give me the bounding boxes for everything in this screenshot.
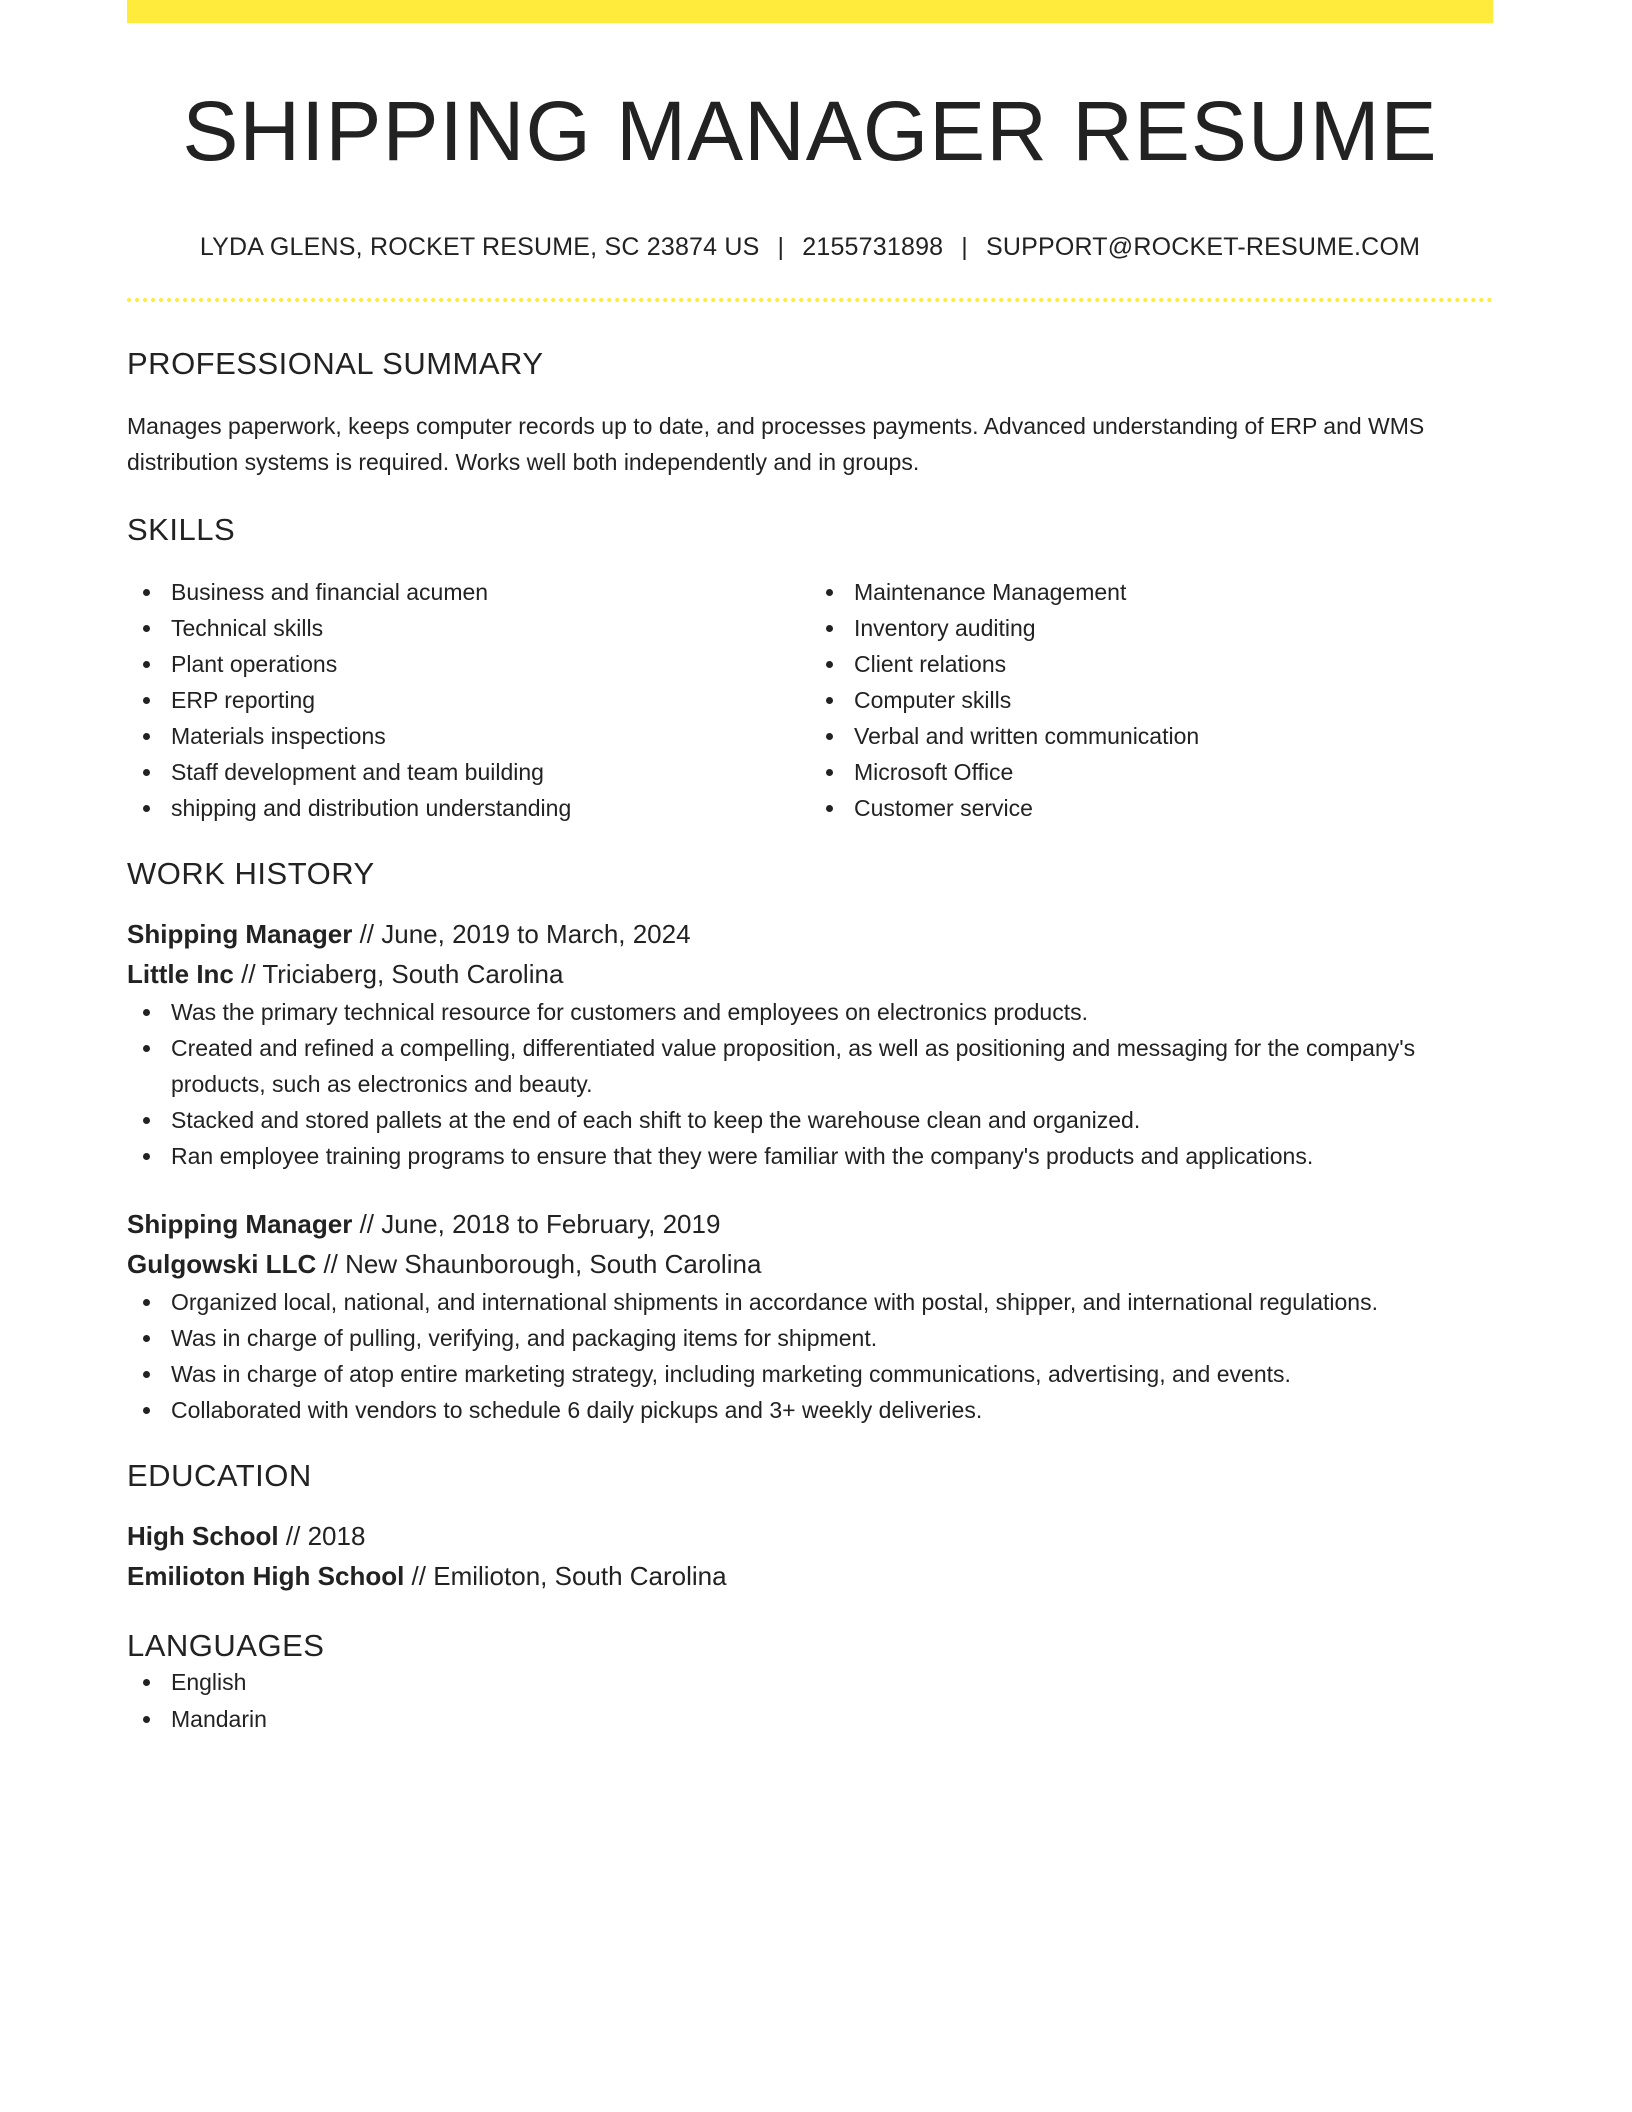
job-duty: Organized local, national, and international shipments in accordance with postal, shipper, and international regulations. xyxy=(127,1284,1493,1320)
job-company-line xyxy=(127,1244,1493,1284)
job-company-line xyxy=(127,954,1493,994)
contact-line xyxy=(127,233,1493,262)
skill-item: Staff development and team building xyxy=(127,754,810,790)
languages-heading: LANGUAGES xyxy=(127,1628,325,1664)
education-school-line xyxy=(127,1556,1493,1596)
education-section xyxy=(127,1458,1493,1596)
skill-item: Technical skills xyxy=(127,610,810,646)
contact-address: LYDA GLENS, ROCKET RESUME, SC 23874 US xyxy=(199,233,760,262)
skill-item: Inventory auditing xyxy=(810,610,1493,646)
job-duty: Was in charge of atop entire marketing strategy, including marketing communications, advertising, and events. xyxy=(127,1356,1493,1392)
skill-item: Maintenance Management xyxy=(810,574,1493,610)
skill-item: shipping and distribution understanding xyxy=(127,790,810,826)
job-location: // New Shaunborough, South Carolina xyxy=(316,1249,762,1280)
job-duties-list xyxy=(127,1284,1493,1428)
work-history-heading: WORK HISTORY xyxy=(127,856,375,892)
job-dates: // June, 2019 to March, 2024 xyxy=(352,919,691,950)
skill-item: Materials inspections xyxy=(127,718,810,754)
job-title: Shipping Manager xyxy=(127,919,353,950)
skill-item: Computer skills xyxy=(810,682,1493,718)
job-entry xyxy=(127,914,1493,1174)
job-location: // Triciaberg, South Carolina xyxy=(233,959,564,990)
skills-heading: SKILLS xyxy=(127,512,236,548)
skill-item: Plant operations xyxy=(127,646,810,682)
skills-list-left xyxy=(127,574,810,826)
skills-list-right xyxy=(810,574,1493,826)
job-company: Little Inc xyxy=(127,959,234,990)
education-heading: EDUCATION xyxy=(127,1458,312,1494)
dotted-divider xyxy=(127,298,1493,302)
language-item: English xyxy=(127,1664,1493,1701)
skill-item: Customer service xyxy=(810,790,1493,826)
contact-separator: | xyxy=(777,233,785,262)
contact-email[interactable]: SUPPORT@ROCKET-RESUME.COM xyxy=(985,233,1421,262)
summary-text: Manages paperwork, keeps computer records up to date, and processes payments. Advanced understanding of ERP and WMS distribution systems is required. Works well both independently and in groups. xyxy=(127,413,1425,476)
resume-page xyxy=(127,0,1493,1738)
job-duty: Created and refined a compelling, differentiated value proposition, as well as positioning and messaging for the company's products, such as electronics and beauty. xyxy=(127,1030,1493,1102)
job-duty: Ran employee training programs to ensure that they were familiar with the company's products and applications. xyxy=(127,1138,1493,1174)
job-duty: Was the primary technical resource for customers and employees on electronics products. xyxy=(127,994,1493,1030)
work-history-section xyxy=(127,856,1493,1428)
education-year: // 2018 xyxy=(278,1521,366,1552)
education-location: // Emilioton, South Carolina xyxy=(404,1561,727,1592)
job-company: Gulgowski LLC xyxy=(127,1249,317,1280)
summary-section xyxy=(127,346,1493,480)
summary-heading: PROFESSIONAL SUMMARY xyxy=(127,346,544,382)
skill-item: Microsoft Office xyxy=(810,754,1493,790)
job-dates: // June, 2018 to February, 2019 xyxy=(352,1209,721,1240)
accent-top-bar xyxy=(127,0,1493,23)
job-duty: Stacked and stored pallets at the end of each shift to keep the warehouse clean and organized. xyxy=(127,1102,1493,1138)
skills-columns xyxy=(127,574,1493,826)
resume-title: SHIPPING MANAGER RESUME xyxy=(182,84,1438,178)
skill-item: Client relations xyxy=(810,646,1493,682)
job-title-line xyxy=(127,914,1493,954)
education-degree: High School xyxy=(127,1521,279,1552)
languages-section xyxy=(127,1628,1493,1738)
job-duty: Was in charge of pulling, verifying, and packaging items for shipment. xyxy=(127,1320,1493,1356)
skill-item: Verbal and written communication xyxy=(810,718,1493,754)
language-item: Mandarin xyxy=(127,1701,1493,1738)
contact-separator: | xyxy=(961,233,968,262)
education-degree-line xyxy=(127,1516,1493,1556)
education-school: Emilioton High School xyxy=(127,1561,405,1592)
job-title-line xyxy=(127,1204,1493,1244)
job-title: Shipping Manager xyxy=(127,1209,353,1240)
contact-phone: 2155731898 xyxy=(802,233,944,262)
languages-list xyxy=(127,1664,1493,1738)
job-entry xyxy=(127,1204,1493,1428)
job-duty: Collaborated with vendors to schedule 6 daily pickups and 3+ weekly deliveries. xyxy=(127,1392,1493,1428)
skills-section xyxy=(127,512,1493,826)
skill-item: Business and financial acumen xyxy=(127,574,810,610)
job-duties-list xyxy=(127,994,1493,1174)
skill-item: ERP reporting xyxy=(127,682,810,718)
